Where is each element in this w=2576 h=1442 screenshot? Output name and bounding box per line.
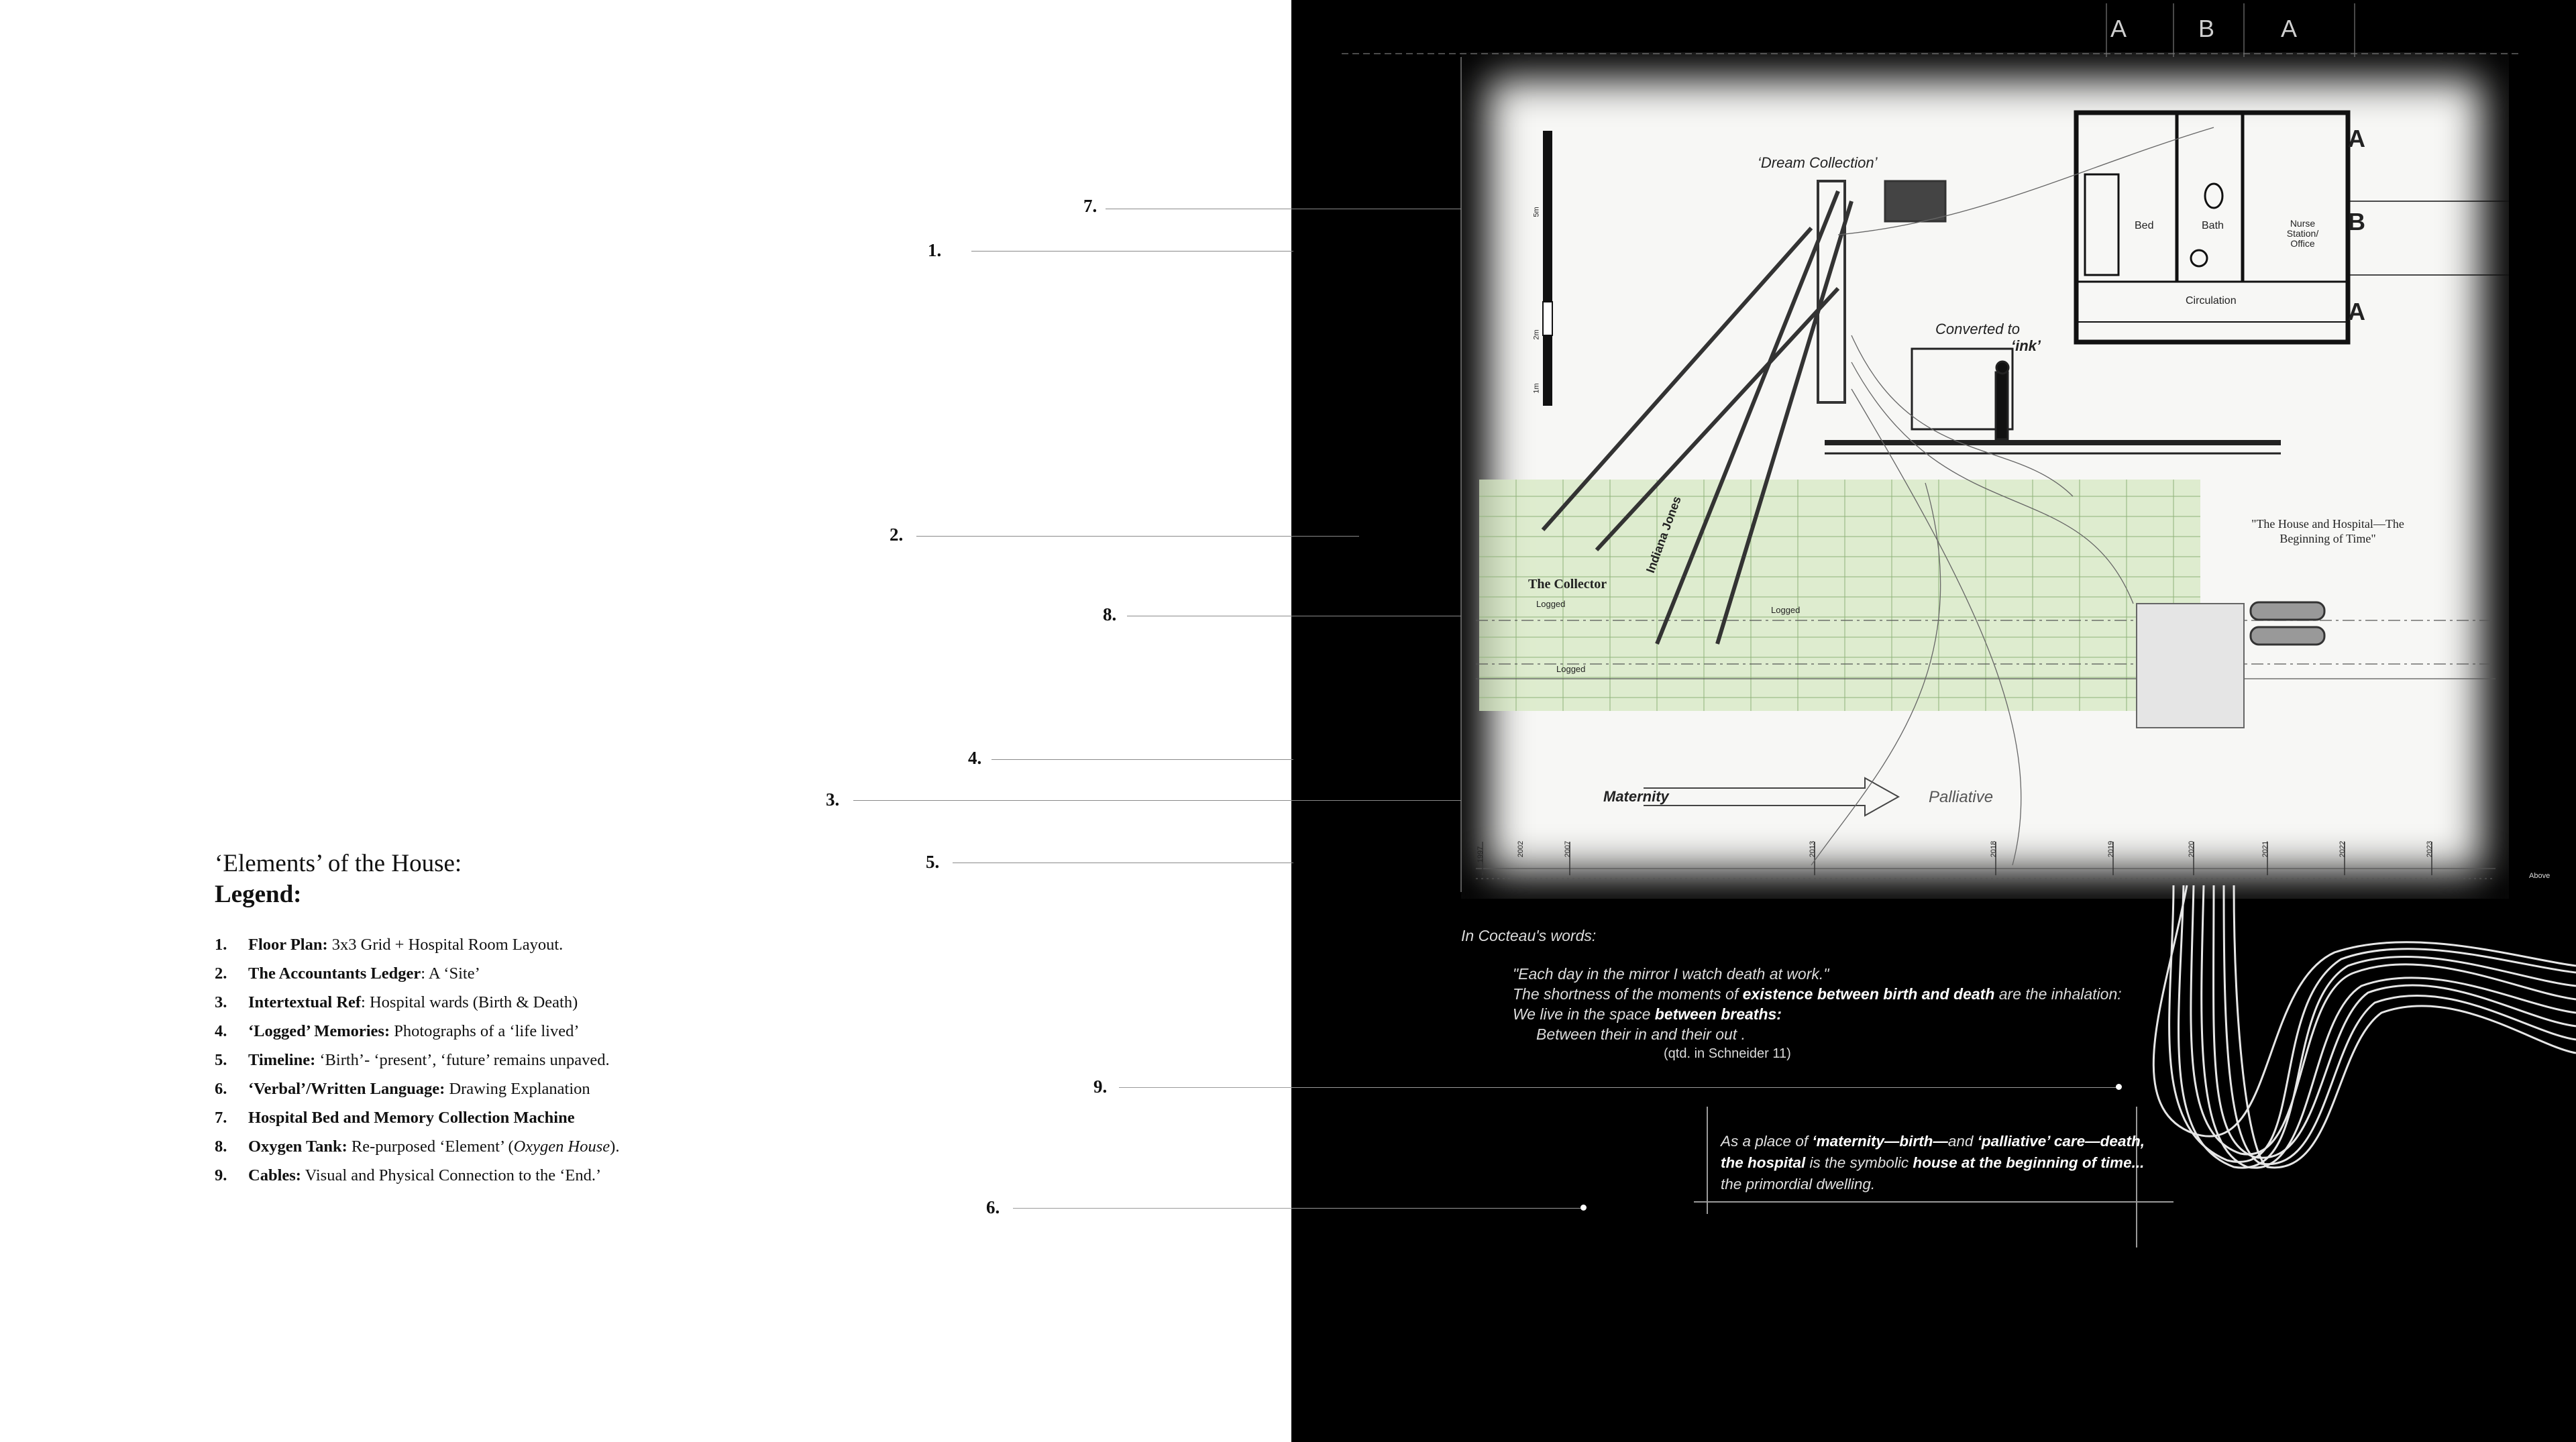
- legend-label: Intertextual Ref: [248, 993, 362, 1011]
- callout-3-number: 3.: [826, 789, 840, 810]
- legend-desc: : Hospital wards (Birth & Death): [361, 993, 578, 1011]
- tank-housing: [2137, 604, 2244, 728]
- label-circulation: Circulation: [2186, 295, 2237, 307]
- legend-num: 8.: [215, 1138, 227, 1156]
- scale-label-1m: 1m: [1532, 383, 1541, 394]
- grid-side-a1: A: [2348, 125, 2365, 152]
- legend-subtitle: Legend:: [215, 881, 302, 908]
- legend-desc: Photographs of a ‘life lived’: [390, 1022, 580, 1040]
- platform: [1825, 349, 2281, 453]
- callout-4-number: 4.: [968, 748, 982, 768]
- year-label: 2020: [2188, 840, 2196, 858]
- year-label: 2007: [1564, 840, 1572, 858]
- explanation-b1: ‘maternity—birth—: [1812, 1133, 1948, 1150]
- year-label: 2023: [2426, 840, 2434, 858]
- grid-header-a2: A: [2281, 15, 2298, 42]
- explanation-text: [1721, 1131, 2150, 1195]
- scale-label-2m: 2m: [1532, 329, 1541, 340]
- quote-line-2a: The shortness of the moments of: [1513, 985, 1743, 1003]
- legend-label: Oxygen Tank:: [248, 1138, 347, 1156]
- legend-desc: ‘Birth’- ‘present’, ‘future’ remains unpaved.: [315, 1051, 610, 1069]
- label-bath: Bath: [2202, 220, 2224, 231]
- year-label: 2022: [2339, 840, 2347, 858]
- label-house-and-hospital: "The House and Hospital—The Beginning of Time": [2251, 517, 2404, 545]
- legend-label: Hospital Bed and Memory Collection Machine: [248, 1109, 575, 1127]
- legend-num: 2.: [215, 964, 227, 983]
- grid-header-b: B: [2198, 15, 2215, 42]
- legend-desc: Re-purposed ‘Element’ (: [347, 1138, 514, 1156]
- label-dream-collection: ‘Dream Collection’: [1758, 154, 1878, 171]
- explanation-b3: house at the beginning of time...: [1913, 1154, 2145, 1171]
- year-label: 2002: [1517, 840, 1525, 858]
- label-logged-1: Logged: [1536, 599, 1566, 609]
- legend-desc: : A ‘Site’: [421, 964, 480, 983]
- quote-line-1: "Each day in the mirror I watch death at work.": [1513, 965, 1829, 983]
- legend-label: Cables:: [248, 1166, 301, 1184]
- legend-desc-italic: Oxygen House: [513, 1138, 610, 1156]
- legend-num: 4.: [215, 1022, 227, 1040]
- year-label: 2021: [2261, 840, 2270, 858]
- explanation-b2: ‘palliative’ care—death, the hospital: [1721, 1133, 2145, 1171]
- year-label: 2013: [1809, 840, 1817, 858]
- legend-desc: 3x3 Grid + Hospital Room Layout.: [327, 936, 564, 954]
- quote-line-4: Between their in and their out .: [1536, 1025, 1746, 1043]
- legend-label: Floor Plan:: [248, 936, 328, 954]
- label-above: Above: [2529, 872, 2551, 880]
- quote-citation: (qtd. in Schneider 11): [1664, 1046, 1791, 1061]
- label-maternity: Maternity: [1603, 788, 1669, 805]
- construction-lines: [1461, 57, 2496, 892]
- legend-label: ‘Verbal’/Written Language:: [248, 1080, 445, 1098]
- legend-desc-end: ).: [610, 1138, 620, 1156]
- explanation-p2: and: [1947, 1133, 1978, 1150]
- legend-label: ‘Logged’ Memories:: [248, 1022, 390, 1040]
- callout-8-number: 8.: [1103, 604, 1117, 624]
- year-label: 2019: [2107, 840, 2116, 858]
- scale-bar: [1543, 131, 1552, 406]
- legend-num: 6.: [215, 1080, 227, 1098]
- label-converted-to: Converted to: [1935, 321, 2020, 337]
- year-label: 2018: [1990, 840, 1998, 858]
- legend-label: The Accountants Ledger: [248, 964, 421, 983]
- scale-label-5m: 5m: [1532, 207, 1541, 217]
- legend-desc: Visual and Physical Connection to the ‘End.’: [301, 1166, 602, 1184]
- legend-title: ‘Elements’ of the House:: [215, 850, 462, 877]
- label-the-collector: The Collector: [1528, 577, 1607, 592]
- quote-line-2: [1513, 984, 2122, 1004]
- callout-7-number: 7.: [1083, 196, 1097, 216]
- callout-1-number: 1.: [928, 240, 942, 260]
- timeline-ticks: [1483, 842, 2432, 875]
- callout-9-number: 9.: [1093, 1076, 1108, 1097]
- callout-5-number: 5.: [926, 852, 940, 872]
- label-logged-3: Logged: [1556, 664, 1586, 674]
- grid-lines-top: [1342, 3, 2522, 57]
- oxygen-tanks: [2251, 602, 2324, 645]
- quote-line-2b: existence between birth and death: [1742, 985, 1995, 1003]
- quote-intro: In Cocteau's words:: [1461, 927, 1597, 944]
- grid-header-a1: A: [2110, 15, 2127, 42]
- label-palliative: Palliative: [1929, 788, 1994, 806]
- ledger-grid-area: [1479, 480, 2200, 711]
- cables: [2153, 885, 2576, 1168]
- explanation-p1: As a place of: [1721, 1133, 1813, 1150]
- legend-num: 7.: [215, 1109, 227, 1127]
- quote-line-3: [1513, 1004, 1782, 1024]
- callout-2-number: 2.: [890, 524, 904, 545]
- legend-num: 3.: [215, 993, 227, 1011]
- year-label: 1997: [1477, 846, 1485, 863]
- explanation-p3: is the symbolic: [1805, 1154, 1913, 1171]
- quote-line-2c: are the inhalation:: [1994, 985, 2122, 1003]
- legend-desc: Drawing Explanation: [445, 1080, 590, 1098]
- label-ink: ‘ink’: [2011, 337, 2041, 354]
- timeline-arrow: [1644, 778, 1898, 816]
- grid-side-a2: A: [2348, 298, 2365, 325]
- quote-line-3a: We live in the space: [1513, 1005, 1655, 1023]
- label-nurse-station: Nurse Station/ Office: [2286, 218, 2319, 249]
- legend-num: 9.: [215, 1166, 227, 1184]
- legend-num: 1.: [215, 936, 227, 954]
- label-indiana-jones: Indiana Jones: [1644, 494, 1684, 575]
- legend-label: Timeline:: [248, 1051, 316, 1069]
- legend-num: 5.: [215, 1051, 227, 1069]
- label-logged-2: Logged: [1771, 605, 1801, 615]
- explanation-p4: the primordial dwelling.: [1721, 1176, 1876, 1193]
- callout-6-number: 6.: [986, 1197, 1000, 1217]
- label-bed: Bed: [2135, 220, 2154, 231]
- quote-line-3b: between breaths:: [1654, 1005, 1782, 1023]
- grid-side-b: B: [2348, 208, 2365, 235]
